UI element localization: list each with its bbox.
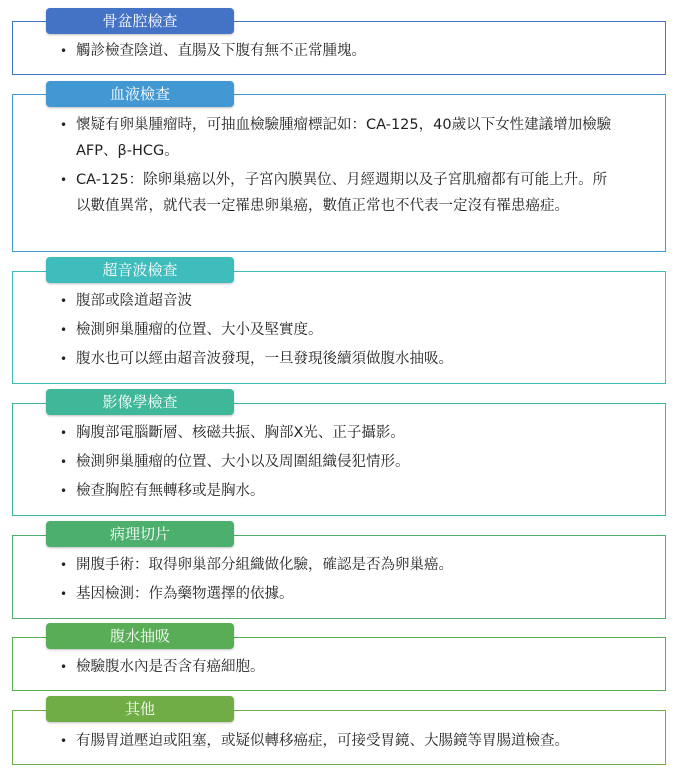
section-header: 血液檢查 (46, 81, 234, 107)
item-text: 開腹手術：取得卵巢部分組織做化驗，確認是否為卵巢癌。 (76, 557, 453, 573)
list-item (60, 728, 660, 754)
section-header: 腹水抽吸 (46, 623, 234, 649)
bullet-icon: • (60, 587, 68, 601)
item-text: 有腸胃道壓迫或阻塞，或疑似轉移癌症，可接受胃鏡、大腸鏡等胃腸道檢查。 (76, 733, 569, 749)
item-text: 腹部或陰道超音波 (76, 293, 192, 309)
item-text: 檢測卵巢腫瘤的位置、大小及堅實度。 (76, 322, 323, 338)
bullet-icon: • (60, 734, 68, 748)
bullet-icon: • (60, 660, 68, 674)
item-text: 懷疑有卵巢腫瘤時，可抽血檢驗腫瘤標記如：CA-125，40歲以下女性建議增加檢驗AFP、β-HCG。 (76, 117, 612, 159)
bullet-icon: • (60, 294, 68, 308)
item-text: 檢驗腹水內是否含有癌細胞。 (76, 659, 265, 675)
section-header: 其他 (46, 696, 234, 722)
section-header: 影像學檢查 (46, 389, 234, 415)
bullet-icon: • (60, 173, 68, 187)
item-text: 檢查胸腔有無轉移或是胸水。 (76, 483, 265, 499)
item-text: 觸診檢查陰道、直腸及下腹有無不正常腫塊。 (76, 43, 366, 59)
bullet-icon: • (60, 455, 68, 469)
bullet-icon: • (60, 484, 68, 498)
item-text: CA-125：除卵巢癌以外，子宮內膜異位、月經週期以及子宮肌瘤都有可能上升。所以數值異常，就代表一定罹患卵巢癌，數值正常也不代表一定沒有罹患癌症。 (76, 172, 608, 214)
section-header: 病理切片 (46, 521, 234, 547)
item-text: 基因檢測：作為藥物選擇的依據。 (76, 586, 294, 602)
bullet-icon: • (60, 118, 68, 132)
bullet-icon: • (60, 44, 68, 58)
bullet-icon: • (60, 323, 68, 337)
section-header: 超音波檢查 (46, 257, 234, 283)
item-text: 胸腹部電腦斷層、核磁共振、胸部X光、正子攝影。 (76, 425, 405, 441)
section-header: 骨盆腔檢查 (46, 8, 234, 34)
item-text: 腹水也可以經由超音波發現，一旦發現後續須做腹水抽吸。 (76, 351, 453, 367)
bullet-icon: • (60, 558, 68, 572)
item-text: 檢測卵巢腫瘤的位置、大小以及周圍組織侵犯情形。 (76, 454, 410, 470)
item-list (60, 728, 660, 757)
bullet-icon: • (60, 426, 68, 440)
bullet-icon: • (60, 352, 68, 366)
